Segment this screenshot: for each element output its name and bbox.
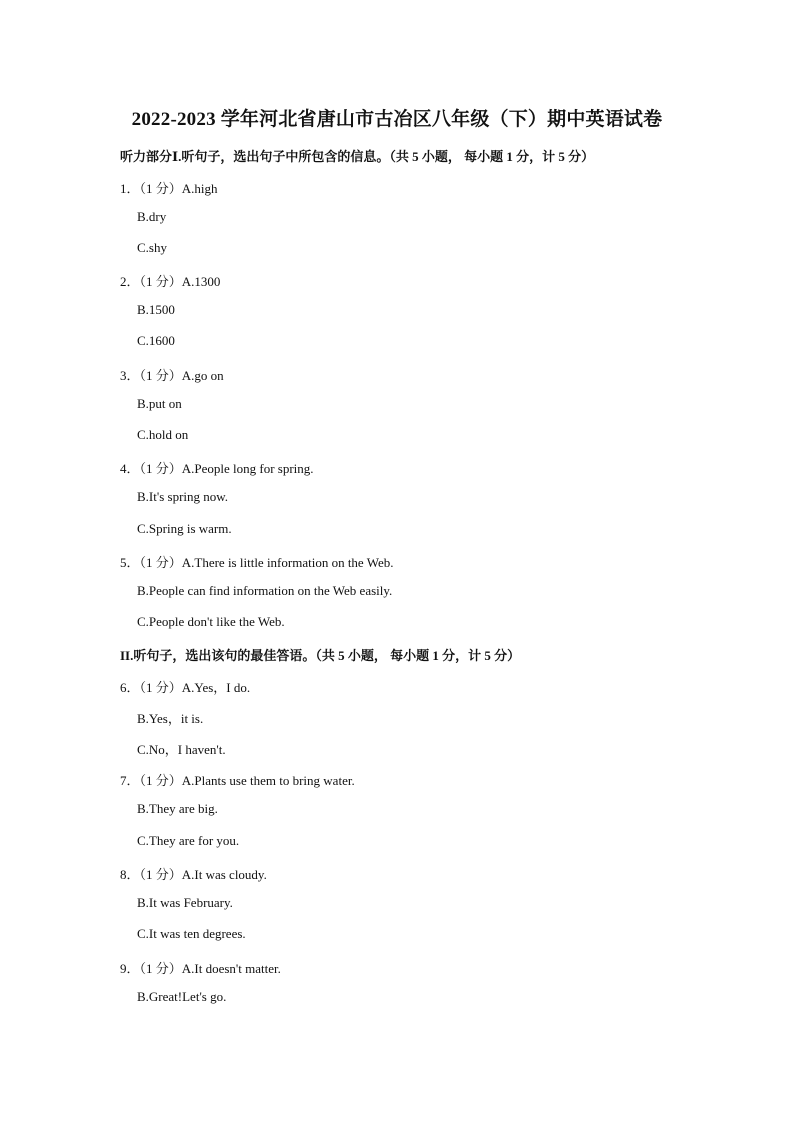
question-stem: 5．（1 分）A.There is little information on the Web.	[120, 555, 394, 570]
question-stem: 9．（1 分）A.It doesn't matter.	[120, 961, 281, 976]
question-option: C.It was ten degrees.	[137, 926, 246, 941]
question-option: B.put on	[137, 396, 182, 411]
question-option: C.hold on	[137, 427, 189, 442]
section-heading-listening-1: 听力部分Ⅰ.听句子，选出句子中所包含的信息。（共 5 小题， 每小题 1 分，计 5 分）	[120, 149, 595, 164]
section-heading-listening-2: II.听句子，选出该句的最佳答语。（共 5 小题， 每小题 1 分，计 5 分）	[120, 648, 521, 663]
question-option: B.dry	[137, 209, 167, 224]
question-stem: 2．（1 分）A.1300	[120, 274, 221, 289]
question-option: C.No，I haven't.	[137, 742, 226, 757]
question-option: B.1500	[137, 302, 175, 317]
question-option: B.Yes，it is.	[137, 711, 204, 726]
exam-title: 2022-2023 学年河北省唐山市古冶区八年级（下）期中英语试卷	[131, 109, 663, 130]
question-stem: 6．（1 分）A.Yes，I do.	[120, 680, 251, 695]
question-stem: 4．（1 分）A.People long for spring.	[120, 461, 314, 476]
question-option: B.It's spring now.	[137, 489, 229, 504]
question-option: C.Spring is warm.	[137, 521, 232, 536]
question-option: B.People can find information on the Web easily.	[137, 583, 393, 598]
question-stem: 1．（1 分）A.high	[120, 181, 218, 196]
question-option: B.It was February.	[137, 895, 233, 910]
question-option: C.shy	[137, 240, 167, 255]
question-stem: 8．（1 分）A.It was cloudy.	[120, 867, 267, 882]
question-option: C.People don't like the Web.	[137, 614, 285, 629]
question-option: C.They are for you.	[137, 833, 240, 848]
question-option: C.1600	[137, 333, 175, 348]
question-stem: 7．（1 分）A.Plants use them to bring water.	[120, 773, 355, 788]
question-stem: 3．（1 分）A.go on	[120, 368, 224, 383]
question-option: B.Great!Let's go.	[137, 989, 227, 1004]
question-option: B.They are big.	[137, 801, 218, 816]
